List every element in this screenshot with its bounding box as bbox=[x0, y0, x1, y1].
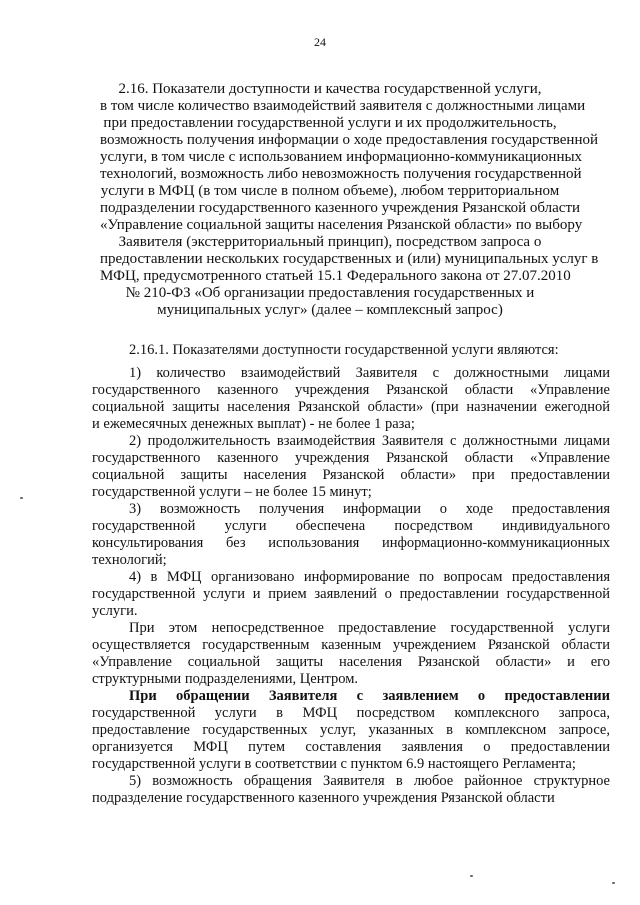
paragraph-line: государственной услуги и прием заявлений о предоставлении государственной bbox=[92, 586, 610, 602]
paragraph-line: государственной услуги в соответствии с пунктом 6.9 настоящего Регламента; bbox=[92, 756, 576, 772]
paragraph-line: При этом непосредственное предоставление государственной услуги bbox=[129, 620, 610, 636]
heading-line: № 210-ФЗ «Об организации предоставления государственных и bbox=[125, 285, 535, 301]
heading-line: МФЦ, предусмотренного статьей 15.1 Федерального закона от 27.07.2010 bbox=[100, 268, 571, 284]
paragraph bbox=[92, 433, 610, 501]
paragraph-line: 3) возможность получения информации о ходе предоставления bbox=[129, 501, 610, 517]
paragraph bbox=[92, 501, 610, 569]
paragraph-line: 4) в МФЦ организовано информирование по вопросам предоставления bbox=[129, 569, 610, 585]
paragraph-line: государственного казенного учреждения Рязанской области «Управление bbox=[92, 450, 610, 466]
scan-speck bbox=[612, 882, 615, 884]
section-heading bbox=[100, 81, 599, 319]
paragraph-line: услуги. bbox=[92, 603, 138, 619]
paragraph-line: 2.16.1. Показателями доступности государственной услуги являются: bbox=[129, 342, 559, 358]
paragraph-line: социальной защиты населения Рязанской области» (при назначении ежегодной bbox=[92, 399, 610, 415]
paragraph-line: 1) количество взаимодействий Заявителя с должностными лицами bbox=[129, 365, 610, 381]
paragraph bbox=[92, 688, 610, 773]
paragraph-line: государственной услуги обеспечена посредством индивидуального bbox=[92, 518, 610, 534]
page-number: 24 bbox=[314, 35, 326, 49]
paragraph-line: При обращении Заявителя с заявлением о предоставлении bbox=[129, 688, 610, 704]
heading-line: 2.16. Показатели доступности и качества государственной услуги, bbox=[118, 81, 542, 97]
paragraph-line: государственной услуги в МФЦ посредством комплексного запроса, bbox=[92, 705, 610, 721]
paragraph-line: технологий; bbox=[92, 552, 167, 568]
paragraph-line: организуется МФЦ путем составления заявления о предоставлении bbox=[92, 739, 610, 755]
scan-speck bbox=[470, 875, 473, 877]
heading-line: услуги, в том числе с использованием информационно-коммуникационных bbox=[100, 149, 583, 165]
paragraph bbox=[92, 342, 610, 359]
paragraph-line: 2) продолжительность взаимодействия Заявителя с должностными лицами bbox=[129, 433, 610, 449]
paragraph-line: государственного казенного учреждения Рязанской области «Управление bbox=[92, 382, 610, 398]
heading-line: предоставлении нескольких государственных и (или) муниципальных услуг в bbox=[100, 251, 599, 267]
paragraph-line: подразделение государственного казенного учреждения Рязанской области bbox=[92, 790, 555, 806]
heading-line: «Управление социальной защиты населения Рязанской области» по выбору bbox=[100, 217, 583, 233]
heading-line: услуги в МФЦ (в том числе в полном объеме), любом территориальном bbox=[100, 183, 560, 199]
heading-line: при предоставлении государственной услуги и их продолжительность, bbox=[103, 115, 557, 131]
paragraph-line: и ежемесячных денежных выплат) - не более 1 раза; bbox=[92, 416, 415, 432]
paragraph-line: предоставление государственных услуг, указанных в комплексном запросе, bbox=[92, 722, 610, 738]
paragraph-line: 5) возможность обращения Заявителя в любое районное структурное bbox=[129, 773, 610, 789]
paragraph-line: «Управление социальной защиты населения Рязанской области» и его bbox=[92, 654, 610, 670]
section-body bbox=[92, 342, 610, 807]
heading-line: Заявителя (экстерриториальный принцип), посредством запроса о bbox=[118, 234, 542, 250]
paragraph bbox=[92, 365, 610, 433]
heading-line: возможность получения информации о ходе предоставления государственной bbox=[100, 132, 598, 148]
paragraph-line: осуществляется государственным казенным учреждением Рязанской области bbox=[92, 637, 610, 653]
paragraph bbox=[92, 569, 610, 620]
scan-speck bbox=[20, 497, 23, 499]
paragraph-line: социальной защиты населения Рязанской области» при предоставлении bbox=[92, 467, 610, 483]
heading-line: в том числе количество взаимодействий заявителя с должностными лицами bbox=[100, 98, 586, 114]
paragraph-line: государственной услуги – не более 15 минут; bbox=[92, 484, 372, 500]
heading-line: муниципальных услуг» (далее – комплексный запрос) bbox=[157, 302, 503, 318]
paragraph-line: структурными подразделениями, Центром. bbox=[92, 671, 359, 687]
paragraph bbox=[92, 773, 610, 807]
heading-line: технологий, возможность либо невозможность получения государственной bbox=[100, 166, 582, 182]
paragraph-line: консультирования без использования информационно-коммуникационных bbox=[92, 535, 610, 551]
paragraph bbox=[92, 620, 610, 688]
heading-line: подразделении государственного казенного учреждения Рязанской области bbox=[100, 200, 581, 216]
